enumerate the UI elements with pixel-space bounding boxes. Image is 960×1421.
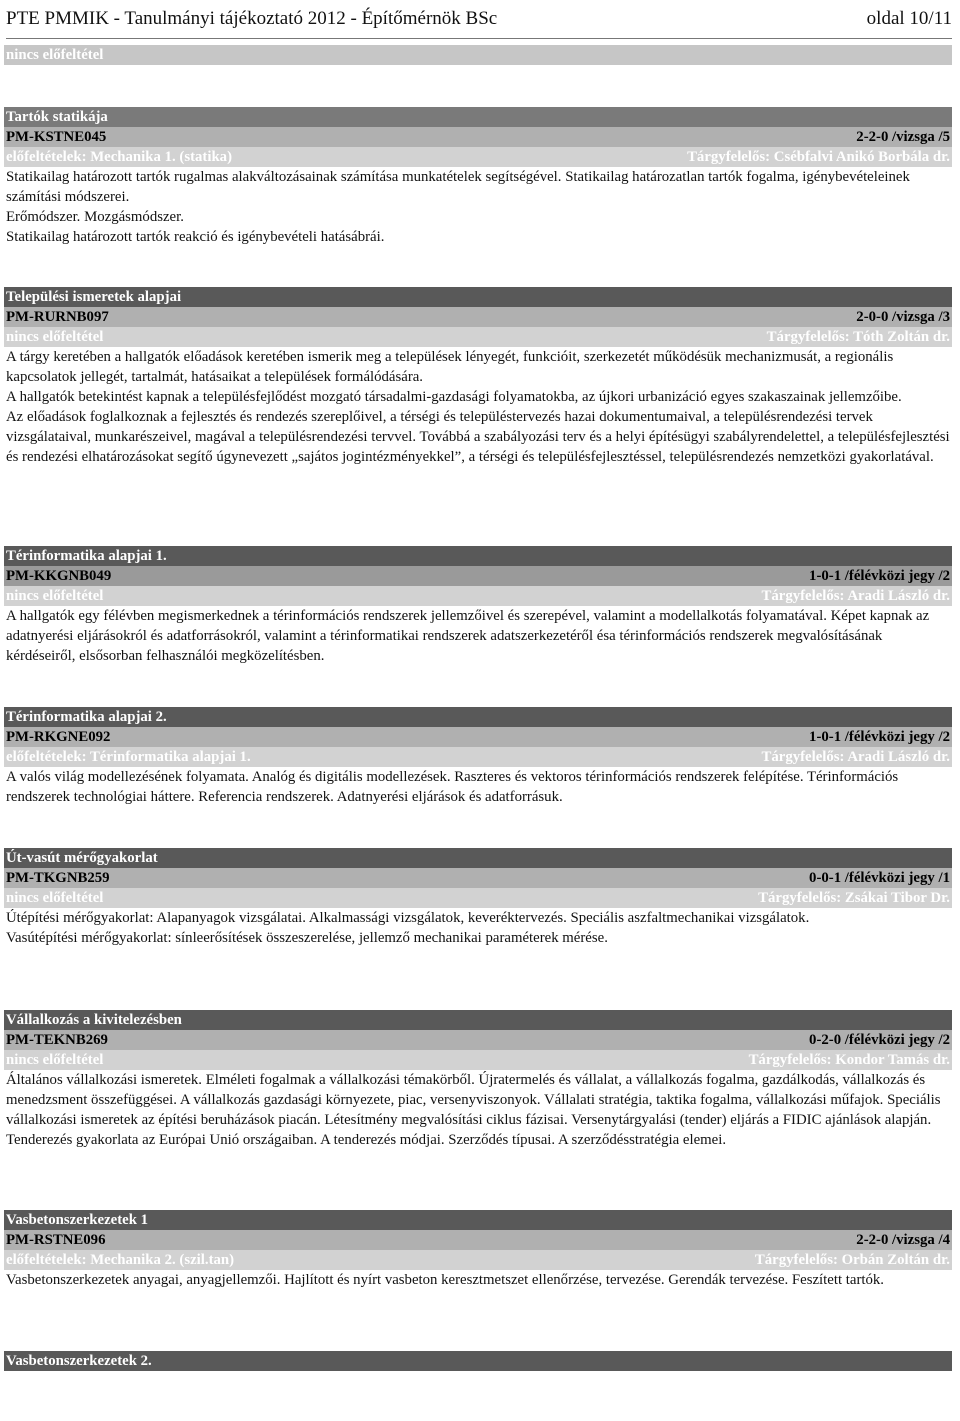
course-responsible: Tárgyfelelős: Aradi László dr. [761,588,950,604]
course-title: Térinformatika alapjai 1. [6,548,167,564]
course-title: Települési ismeretek alapjai [6,289,182,305]
description-paragraph: Általános vállalkozási ismeretek. Elméleti fogalmak a vállalkozási témakörből. Újratermelés és vállalat, a vállalkozás fogalma, gazdálkodás, vállalkozás és menedzsment összefüggései. A vállalkozás gazdasági környezete, piac, versenyviszonyok. Vállalati stratégia, taktika fogalma, vállalkozási műfajok. Speciális vállalkozási ismeretek az építési beruházások piacán. Létesítmény megvalósítási ciklus fázisai. Versenytárgyalási (tender) eljárás a FIDIC ajánlások alapján. Tenderezés gyakorlata az Európai Unió országaiban. A tenderezés módjai. Szerződés típusai. A szerződésstratégia elemei. [6,1072,941,1148]
description-paragraph: A hallgatók betekintést kapnak a településfejlődést mozgató társadalmi-gazdasági folyamatokba, az újkori urbanizáció egyes szakaszainak jellemzőibe. [6,389,902,405]
course-meta-row [4,147,952,167]
course-meta-row [4,888,952,908]
description-paragraph: A valós világ modellezésének folyamata. Analóg és digitális modellezések. Raszteres és vektoros térinformációs rendszerek felépítése. Térinformációs rendszerek technológiai háttere. Referencia rendszerek. Adatnyerési eljárások és adatforrásuk. [6,769,899,805]
prerequisite: előfeltételek: Térinformatika alapjai 1. [6,749,251,765]
course-title-bar [4,707,952,727]
course-block [4,707,952,807]
course-title-bar [4,107,952,127]
course-title-bar [4,1010,952,1030]
course-code-row [4,566,952,586]
page-number: oldal 10/11 [866,8,952,29]
description-paragraph: Statikailag határozott tartók reakció és igénybevételi hatásábrái. [6,229,385,245]
description-paragraph: Vasútépítési mérőgyakorlat: sínleerősítések összeszerelése, jellemző mechanikai paraméterek mérése. [6,930,608,946]
course-title-bar [4,848,952,868]
course-title: Vállalkozás a kivitelezésben [6,1012,182,1028]
course-block [4,1210,952,1290]
course-block [4,1010,952,1150]
course-credit: 1-0-1 /félévközi jegy /2 [809,568,950,584]
course-credit: 1-0-1 /félévközi jegy /2 [809,729,950,745]
course-code-row [4,1230,952,1250]
course-description [4,1270,952,1290]
header-title: PTE PMMIK - Tanulmányi tájékoztató 2012 - Építőmérnök BSc [6,8,498,29]
prerequisite: nincs előfeltétel [6,890,104,906]
course-code-row [4,868,952,888]
course-block [4,1351,952,1371]
course-responsible: Tárgyfelelős: Aradi László dr. [761,749,950,765]
course-responsible: Tárgyfelelős: Tóth Zoltán dr. [766,329,950,345]
course-meta-row [4,1250,952,1270]
description-paragraph: Az előadások foglalkoznak a fejlesztés és rendezés szereplőivel, a térségi és településtervezés hazai dokumentumaival, a településrendezési tervek vizsgálataival, munkarészeivel, magával a településrendezési tervvel. Továbbá a szabályozási terv és a helyi építésügyi szabályrendelettel, a településfejlesztési és rendezési elhatározásokat segítő úgynevezett „sajátos jogintézményekkel”, a térségi és településfejlesztéssel, településrendezés nemzetközi gyakorlatával. [6,409,950,465]
course-code: PM-RURNB097 [6,309,109,325]
course-credit: 0-2-0 /félévközi jegy /2 [809,1032,950,1048]
prerequisite: nincs előfeltétel [6,329,104,345]
course-code: PM-TEKNB269 [6,1032,108,1048]
course-code: PM-KSTNE045 [6,129,107,145]
course-meta-row [4,586,952,606]
course-description [4,347,952,467]
course-description [4,908,952,948]
course-code-row [4,727,952,747]
course-block [4,287,952,467]
course-description [4,767,952,807]
prerequisite: nincs előfeltétel [4,45,952,65]
description-paragraph: Erőmódszer. Mozgásmódszer. [6,209,184,225]
prerequisite: nincs előfeltétel [6,1052,104,1068]
course-block [4,546,952,666]
course-credit: 2-2-0 /vizsga /4 [856,1232,950,1248]
course-meta-row [4,1050,952,1070]
prerequisite: előfeltételek: Mechanika 2. (szil.tan) [6,1252,235,1268]
page-header [6,0,952,39]
course-code: PM-TKGNB259 [6,870,110,886]
course-description [4,1070,952,1150]
course-title: Vasbetonszerkezetek 1 [6,1212,149,1228]
course-credit: 2-2-0 /vizsga /5 [856,129,950,145]
course-title: Tartók statikája [6,109,108,125]
course-code-row [4,1030,952,1050]
course-credit: 0-0-1 /félévközi jegy /1 [809,870,950,886]
course-code-row [4,127,952,147]
course-code: PM-KKGNB049 [6,568,112,584]
description-paragraph: Statikailag határozott tartók rugalmas alakváltozásainak számítása munkatételek segítségével. Statikailag határozatlan tartók fogalma, igénybevételeinek számítási módszerei. [6,169,910,205]
course-title: Út-vasút mérőgyakorlat [6,850,158,866]
description-paragraph: Vasbetonszerkezetek anyagai, anyagjellemzői. Hajlított és nyírt vasbeton keresztmetszet ellenőrzése, tervezése. Gerendák tervezése. Feszített tartók. [6,1272,884,1288]
course-block [4,848,952,948]
course-title-bar [4,287,952,307]
course-meta-row [4,327,952,347]
previous-course-tail [4,45,952,65]
prerequisite: előfeltételek: Mechanika 1. (statika) [6,149,233,165]
course-code-row [4,307,952,327]
course-title-bar [4,1351,952,1371]
course-description [4,606,952,666]
course-responsible: Tárgyfelelős: Csébfalvi Anikó Borbála dr. [687,149,950,165]
description-paragraph: Útépítési mérőgyakorlat: Alapanyagok vizsgálatai. Alkalmassági vizsgálatok, keveréktervezés. Speciális aszfaltmechanikai vizsgálatok. [6,910,810,926]
course-block [4,107,952,247]
course-description [4,167,952,247]
course-code: PM-RKGNE092 [6,729,111,745]
prerequisite: nincs előfeltétel [6,588,104,604]
course-title-bar [4,546,952,566]
description-paragraph: A tárgy keretében a hallgatók előadások keretében ismerik meg a települések lényegét, funkcióit, szerkezetét működésük mechanizmusát, a regionális kapcsolatok jellegét, tartalmát, hatásaikat a települések formálódására. [6,349,894,385]
course-title: Térinformatika alapjai 2. [6,709,167,725]
course-responsible: Tárgyfelelős: Zsákai Tibor Dr. [758,890,950,906]
description-paragraph: A hallgatók egy félévben megismerkednek a térinformációs rendszerek jellemzőivel és szerepével, valamint a modellalkotás folyamatával. Képet kapnak az adatnyerési eljárásokról és adatforrásokról, valamint a térinformatikai rendszerek adatszerkezetéről ésa térinformációs rendszerek megvalósításának kérdéseiről, elsősorban felhasználói megközelítésben. [6,608,930,664]
course-credit: 2-0-0 /vizsga /3 [856,309,950,325]
course-title-bar [4,1210,952,1230]
course-responsible: Tárgyfelelős: Kondor Tamás dr. [748,1052,950,1068]
course-code: PM-RSTNE096 [6,1232,106,1248]
course-meta-row [4,747,952,767]
course-title: Vasbetonszerkezetek 2. [6,1353,152,1369]
course-responsible: Tárgyfelelős: Orbán Zoltán dr. [754,1252,950,1268]
